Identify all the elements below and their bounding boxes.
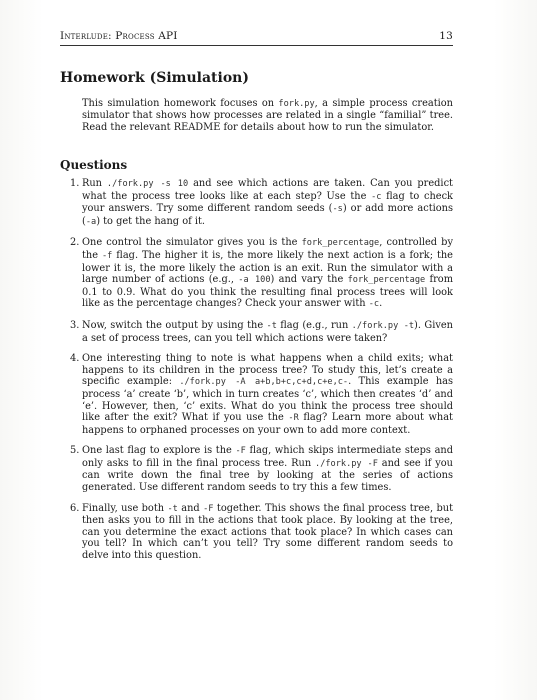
page-number: 13 bbox=[439, 30, 453, 42]
inline-code: -c bbox=[371, 191, 382, 202]
question-item bbox=[60, 178, 453, 228]
running-title: Interlude: Process API bbox=[60, 30, 178, 42]
inline-code: -s bbox=[332, 204, 343, 215]
inline-code: -R bbox=[288, 413, 299, 424]
question-text: Run ./fork.py -s 10 and see which actions are taken. Can you predict what the process tree looks like at each step? Use the -c flag to check your answers. Try some different random seeds (-s) or add more actions (-a) to get the hang of it. bbox=[82, 178, 454, 227]
inline-code: -a 100 bbox=[238, 275, 271, 286]
inline-code: ./fork.py -t bbox=[351, 320, 415, 331]
inline-code: ./fork.py -F bbox=[315, 458, 378, 469]
question-text: One interesting thing to note is what happens when a child exits; what happens to its children in the process tree? To study this, let’s create a specific example: ./fork.py -A a+b,b+c,c+d,c+e,c-. This example has process ‘a’ create ‘b’, which in turn creates ‘c’, which then creates ‘d’ and ‘e’. However, then, ‘c’ exits. What do you think the process tree should like after the exit? What if you use the -R flag? Learn more about what happens to orphaned processes on your own to add more context. bbox=[82, 353, 454, 436]
question-item bbox=[60, 503, 453, 562]
inline-code: fork.py bbox=[278, 99, 315, 109]
question-text: One control the simulator gives you is the fork_percentage, controlled by the -f flag. The higher it is, the more likely the next action is a fork; the lower it is, the more likely the action is an exit. Run the simulator with a large number of actions (e.g., -a 100) and vary the fork_percentage from 0.1 to 0.9. What do you think the resulting final process trees will look like as the percentage changes? Check your answer with -c. bbox=[82, 237, 453, 310]
inline-code: -a bbox=[85, 216, 97, 227]
inline-code: -f bbox=[102, 250, 113, 261]
inline-code: fork_percentage bbox=[301, 238, 380, 249]
question-text: Now, switch the output by using the -t flag (e.g., run ./fork.py -t). Given a set of process trees, can you tell which actions were taken? bbox=[82, 319, 453, 344]
question-item bbox=[60, 320, 453, 344]
inline-code: ./fork.py -s 10 bbox=[106, 179, 189, 189]
question-number: 3. bbox=[70, 319, 80, 331]
inline-code: -F bbox=[203, 503, 214, 514]
inline-code: -F bbox=[235, 446, 246, 457]
inline-code: ./fork.py -A a+b,b+c,c+d,c+e,c- bbox=[179, 377, 349, 388]
question-item bbox=[60, 237, 453, 311]
question-text: One last flag to explore is the -F flag, which skips intermediate steps and only asks to fill in the final process tree. Run ./fork.py -F and see if you can write down the final tree by looking at the series of actions generated. Use different random seeds to try this a few times. bbox=[82, 445, 453, 494]
inline-code: -t bbox=[266, 320, 277, 331]
inline-code: -c bbox=[368, 299, 380, 310]
questions-list bbox=[60, 178, 453, 562]
question-text: Finally, use both -t and -F together. This shows the final process tree, but then asks you to fill in the actions that took place. By looking at the tree, can you determine the exact actions that took place? In which cases can you tell? In which can’t you tell? Try some different random seeds to delve into this question. bbox=[82, 502, 454, 562]
question-item bbox=[60, 353, 453, 436]
question-number: 6. bbox=[70, 502, 80, 514]
question-number: 5. bbox=[70, 445, 80, 457]
inline-code: fork_percentage bbox=[347, 275, 426, 286]
question-item bbox=[60, 445, 453, 493]
intro-paragraph: This simulation homework focuses on fork.py, a simple process creation simulator that shows how processes are related in a single “familial” tree. Read the relevant README for details about how to run the simulator. bbox=[82, 98, 453, 133]
question-number: 1. bbox=[70, 178, 80, 189]
question-number: 4. bbox=[70, 353, 80, 365]
section-title: Homework (Simulation) bbox=[60, 70, 249, 86]
questions-heading: Questions bbox=[60, 158, 128, 172]
running-header bbox=[60, 30, 453, 46]
inline-code: -t bbox=[167, 503, 178, 514]
question-number: 2. bbox=[70, 237, 80, 249]
